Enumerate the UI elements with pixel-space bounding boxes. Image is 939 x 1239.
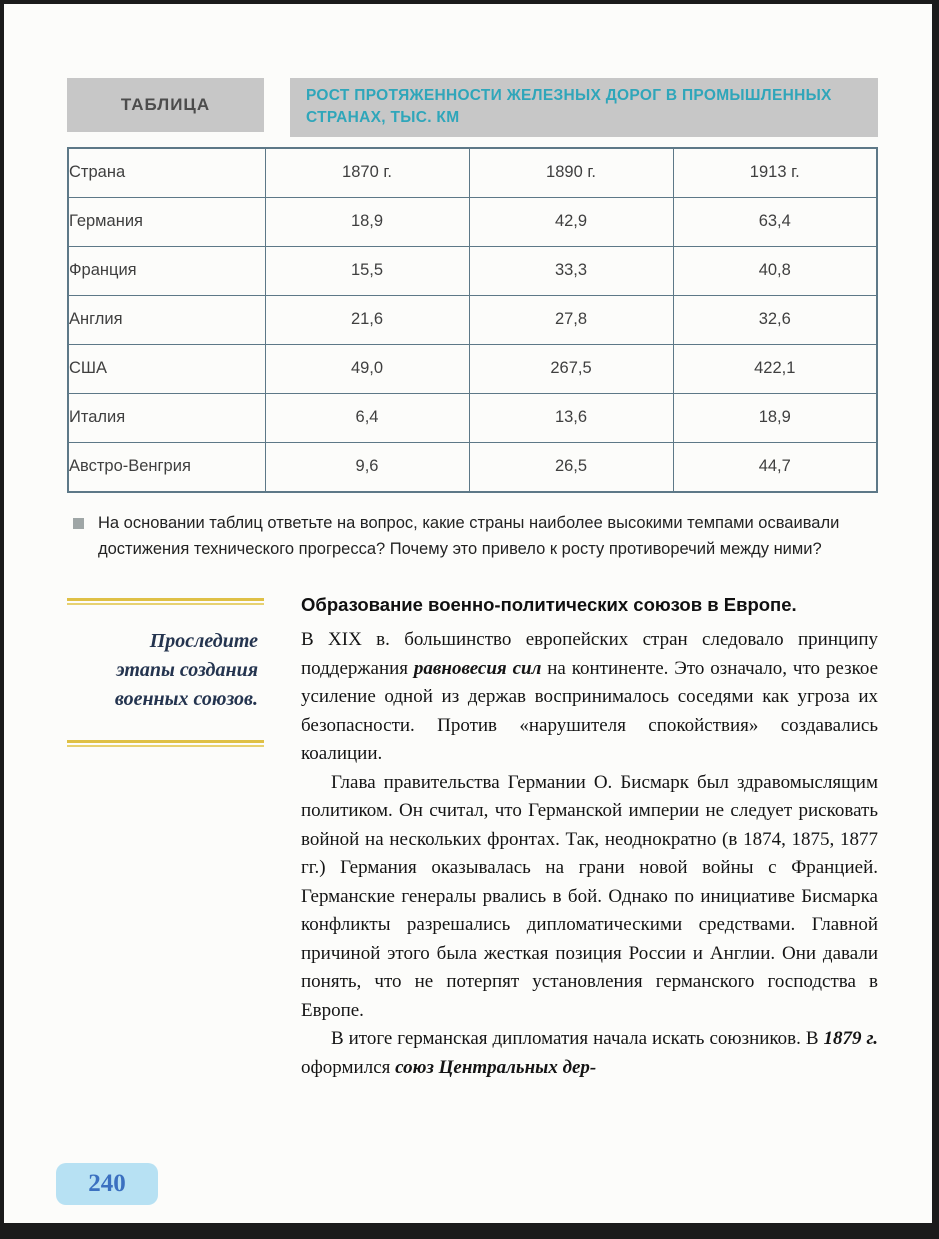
value-cell: 21,6 (265, 295, 469, 344)
article-paragraph (301, 626, 878, 769)
value-cell: 44,7 (673, 442, 877, 492)
table-row (68, 295, 877, 344)
table-row (68, 393, 877, 442)
country-cell: США (68, 344, 265, 393)
table-row (68, 246, 877, 295)
table-header-band (67, 78, 878, 137)
bullet-square-icon (73, 518, 84, 529)
country-cell: Франция (68, 246, 265, 295)
table-row (68, 442, 877, 492)
value-cell: 15,5 (265, 246, 469, 295)
country-cell: Германия (68, 197, 265, 246)
body-text: В XIX в. большинство европейских стран следовало принципу поддержания (301, 629, 878, 679)
value-cell: 63,4 (673, 197, 877, 246)
table-section (67, 78, 878, 493)
article-paragraph (301, 1025, 878, 1082)
question-block (73, 511, 878, 562)
column-header: 1890 г. (469, 148, 673, 198)
body-text: на континенте. Это означало, что резкое усиление одной из держав воспринималось соседями как угроза их безопасности. Против «нарушителя спокойствия» создавались коалиции. (301, 657, 878, 765)
margin-task-text: Проследите этапы создания военных союзов. (114, 630, 258, 711)
article-heading: Образование военно-политических союзов в Европе. (301, 594, 797, 616)
value-cell: 9,6 (265, 442, 469, 492)
page-number-badge (56, 1163, 158, 1205)
value-cell: 13,6 (469, 393, 673, 442)
table-row (68, 197, 877, 246)
country-cell: Италия (68, 393, 265, 442)
body-columns (67, 594, 878, 1082)
article-body (301, 626, 878, 1082)
table-title: РОСТ ПРОТЯЖЕННОСТИ ЖЕЛЕЗНЫХ ДОРОГ В ПРОМЫШЛЕННЫХ СТРАНАХ, ТЫС. КМ (290, 78, 878, 137)
page-number: 240 (88, 1170, 126, 1197)
value-cell: 32,6 (673, 295, 877, 344)
country-cell: Австро-Венгрия (68, 442, 265, 492)
railways-table (67, 147, 878, 493)
value-cell: 49,0 (265, 344, 469, 393)
value-cell: 40,8 (673, 246, 877, 295)
column-header: 1913 г. (673, 148, 877, 198)
column-header: 1870 г. (265, 148, 469, 198)
table-header-row (68, 148, 877, 198)
value-cell: 18,9 (673, 393, 877, 442)
emphasis-text: 1879 г. (823, 1028, 878, 1050)
value-cell: 26,5 (469, 442, 673, 492)
value-cell: 27,8 (469, 295, 673, 344)
body-text: В итоге германская дипломатия начала искать союзников. В (331, 1028, 824, 1050)
emphasis-text: союз Центральных дер- (395, 1056, 597, 1078)
value-cell: 33,3 (469, 246, 673, 295)
table-row (68, 344, 877, 393)
gold-rule-top (67, 598, 264, 605)
value-cell: 422,1 (673, 344, 877, 393)
gold-rule-bottom (67, 740, 264, 747)
column-header: Страна (68, 148, 265, 198)
value-cell: 6,4 (265, 393, 469, 442)
page-content (4, 4, 932, 1082)
emphasis-text: равновесия сил (413, 657, 542, 679)
body-text: оформился (301, 1056, 396, 1078)
value-cell: 42,9 (469, 197, 673, 246)
country-cell: Англия (68, 295, 265, 344)
article (264, 594, 878, 1082)
body-text: Глава правительства Германии О. Бисмарк был здравомыслящим политиком. Он считал, что Германской империи не следует рисковать войной на нескольких фронтах. Так, неоднократно (в 1874, 1875, 1877 гг.) Германия оказывалась на грани новой войны с Францией. Германские генералы рвались в бой. Однако по инициативе Бисмарка конфликты разрешались дипломатическими средствами. Главной причиной этого была жесткая позиция России и Англии. Они давали понять, что не потерпят установления германского господства в Европе. (301, 771, 878, 1021)
question-text: На основании таблиц ответьте на вопрос, какие страны наиболее высокими темпами осваивали достижения технического прогресса? Почему это привело к росту противоречий между ними? (98, 513, 840, 558)
article-paragraph (301, 769, 878, 1026)
table-label: ТАБЛИЦА (67, 78, 264, 132)
value-cell: 267,5 (469, 344, 673, 393)
value-cell: 18,9 (265, 197, 469, 246)
margin-task (67, 594, 264, 1082)
